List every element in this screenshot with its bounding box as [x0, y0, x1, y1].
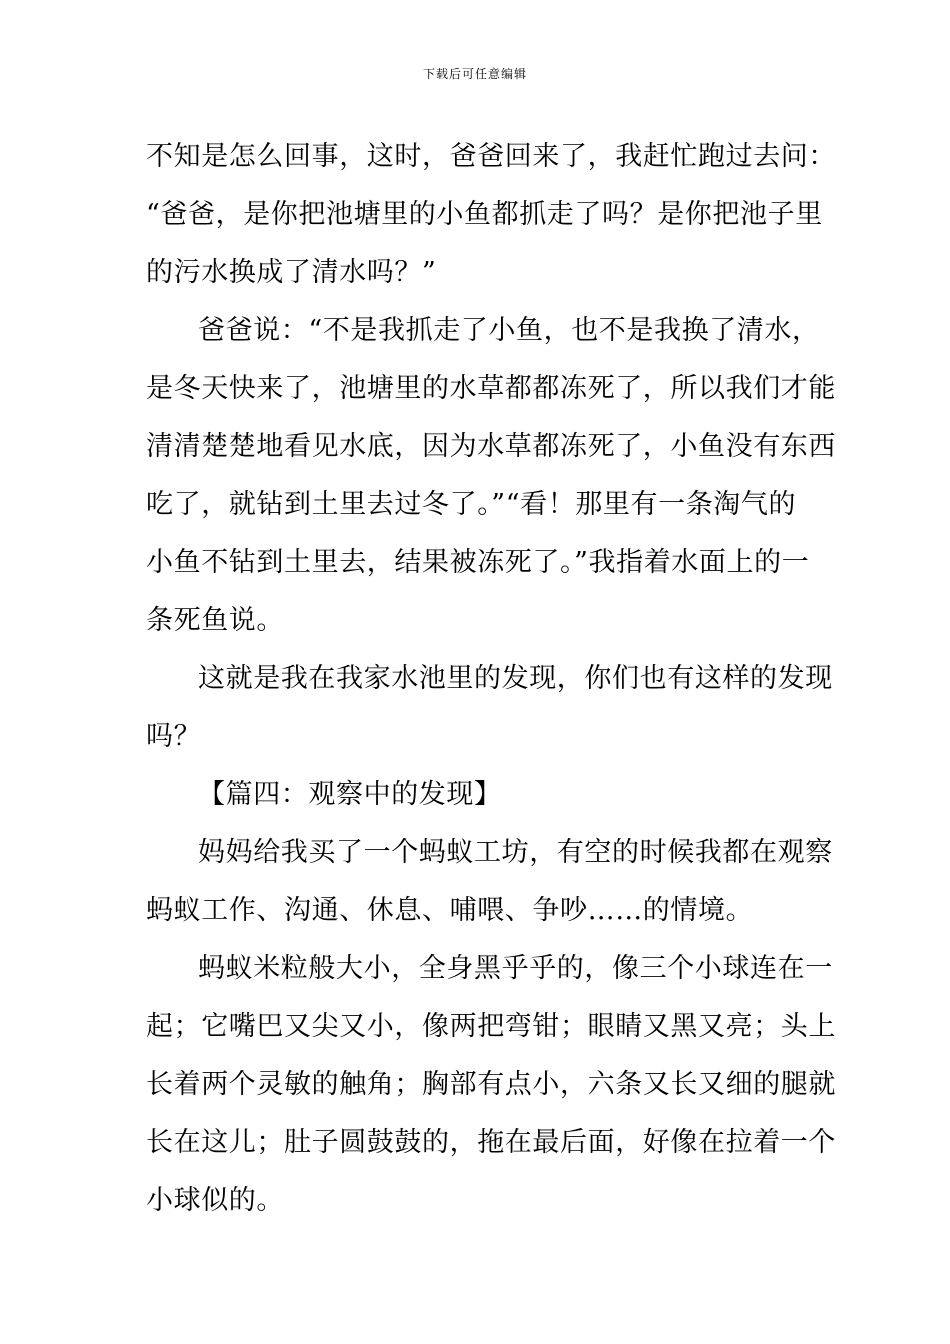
text-line: 的污水换成了清水吗？”	[146, 257, 437, 288]
text-line: 蚂蚁米粒般大小，全身黑乎乎的，像三个小球连在一	[198, 953, 833, 984]
text-line: 蚂蚁工作、沟通、休息、哺喂、争吵……的情境。	[146, 895, 754, 926]
text-line: 小鱼不钻到土里去，结果被冻死了。”我指着水面上的一	[146, 547, 810, 578]
text-line: 妈妈给我买了一个蚂蚁工坊，有空的时候我都在观察	[198, 837, 833, 868]
text-line: 爸爸说：“不是我抓走了小鱼，也不是我换了清水，	[198, 315, 820, 346]
text-line: 不知是怎么回事，这时，爸爸回来了，我赶忙跑过去问：	[146, 141, 836, 172]
page-header: 下载后可任意编辑	[422, 67, 527, 81]
article-body	[146, 128, 836, 1230]
text-line: 小球似的。	[146, 1185, 284, 1216]
text-line: 长着两个灵敏的触角；胸部有点小，六条又长又细的腿就	[146, 1069, 836, 1100]
text-line: 这就是我在我家水池里的发现，你们也有这样的发现	[198, 663, 833, 694]
text-line: 长在这儿；肚子圆鼓鼓的，拖在最后面，好像在拉着一个	[146, 1127, 836, 1158]
text-line: 是冬天快来了，池塘里的水草都都冻死了，所以我们才能	[146, 373, 836, 404]
text-line: “爸爸，是你把池塘里的小鱼都抓走了吗？是你把池子里	[146, 199, 823, 230]
text-line: 清清楚楚地看见水底，因为水草都冻死了，小鱼没有东西	[146, 431, 836, 462]
text-line: 起；它嘴巴又尖又小，像两把弯钳；眼睛又黑又亮；头上	[146, 1011, 836, 1042]
text-line: 吗？	[146, 721, 202, 752]
section-heading: 【篇四：观察中的发现】	[198, 779, 502, 810]
text-line: 条死鱼说。	[146, 605, 284, 636]
text-line: 吃了，就钻到土里去过冬了。”“看！那里有一条淘气的	[146, 489, 797, 520]
